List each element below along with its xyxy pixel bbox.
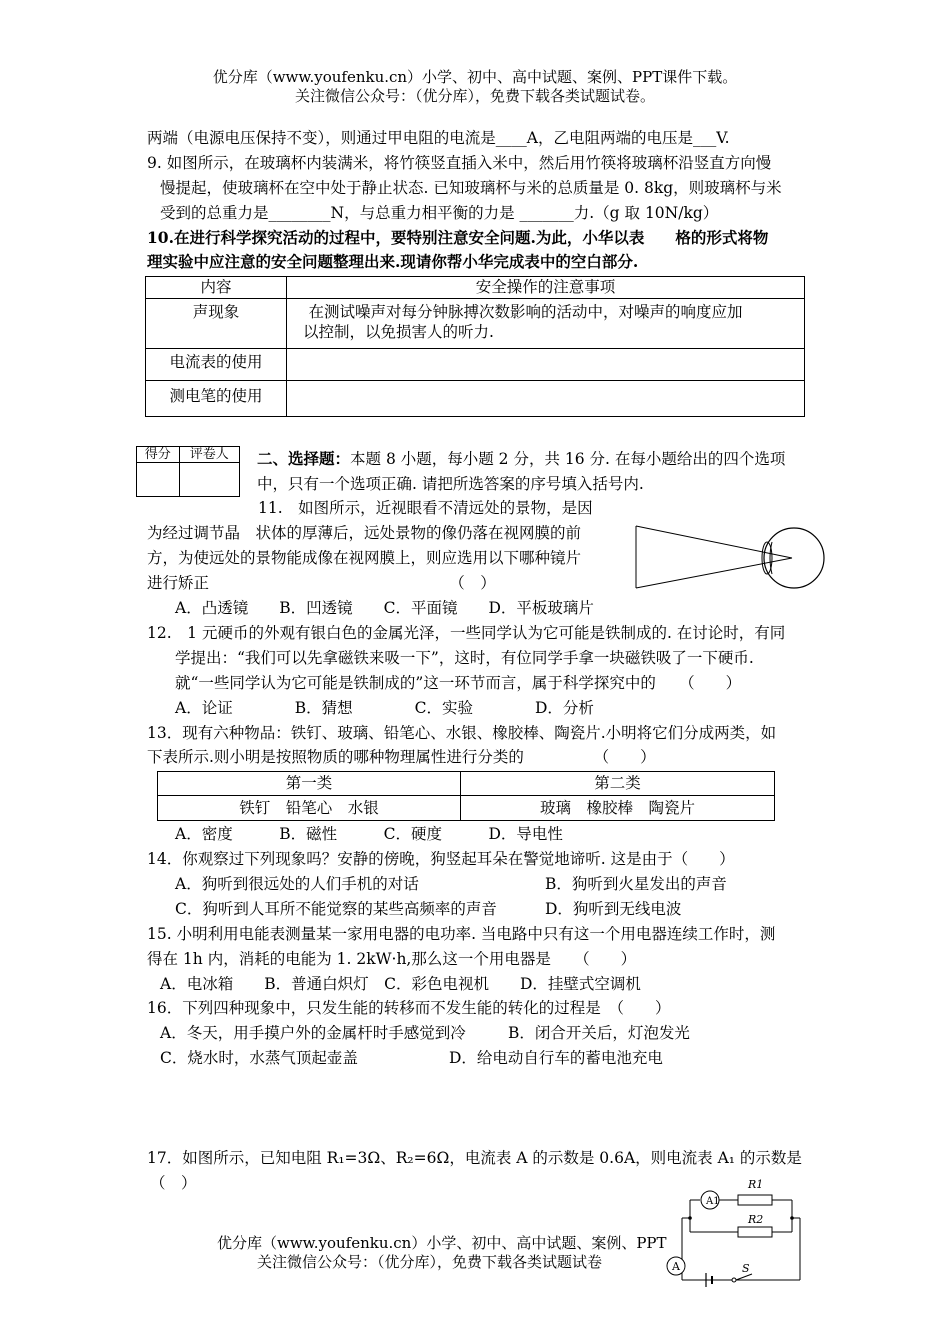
q17-line-1: 17．如图所示，已知电阻 R₁=3Ω、R₂=6Ω，电流表 A 的示数是 0.6A，则电流表 A₁ 的示数是: [147, 1149, 802, 1167]
table-cell-note-blank[interactable]: [287, 349, 805, 381]
table-row: [146, 299, 805, 349]
q12-line-1: 12. 1 元硬币的外观有银白色的金属光泽，一些同学认为它可能是铁制成的. 在讨论时，有同: [147, 624, 786, 642]
q14-line-1: 14．你观察过下列现象吗？安静的傍晚，狗竖起耳朵在警觉地谛听. 这是由于（ ）: [147, 850, 735, 868]
header-line-2: 关注微信公众号：（优分库），免费下载各类试题试卷。: [294, 87, 655, 105]
footer-line-1: 优分库（www.youfenku.cn）小学、初中、高中试题、案例、PPT: [217, 1234, 667, 1252]
table-cell-note: [287, 299, 805, 349]
q11-line-3: 方，为使远处的景物能成像在视网膜上，则应选用以下哪种镜片: [147, 549, 582, 567]
note-line-1: 在测试噪声对每分钟脉搏次数影响的活动中，对噪声的响度应加: [293, 303, 743, 321]
table-cell-topic: 电流表的使用: [146, 349, 287, 381]
class-header-2: 第二类: [461, 772, 775, 796]
q13-options: A．密度 B．磁性 C．硬度 D．导电性: [175, 825, 563, 843]
score-label: 得分: [137, 447, 180, 463]
reviewer-cell[interactable]: [179, 463, 239, 497]
class-header-1: 第一类: [158, 772, 461, 796]
table-cell-topic: 测电笔的使用: [146, 381, 287, 417]
score-box: [136, 446, 240, 497]
q15-line-2: 得在 1h 内，消耗的电能为 1. 2kW·h,那么这一个用电器是 （ ）: [147, 950, 637, 968]
q9-line-1: 9. 如图所示，在玻璃杯内装满米，将竹筷竖直插入米中，然后用竹筷将玻璃杯沿竖直方向慢: [147, 154, 772, 172]
q8-tail: 两端（电源电压保持不变），则通过甲电阻的电流是____A，乙电阻两端的电压是___V.: [147, 129, 730, 147]
q17-line-2: （ ）: [150, 1174, 197, 1192]
q14-option-a: A．狗听到很远处的人们手机的对话: [175, 875, 419, 893]
resistor-r1: [738, 1195, 772, 1205]
note-line-2: 以控制，以免损害人的听力.: [303, 323, 494, 341]
section2-desc: 本题 8 小题，每小题 2 分，共 16 分. 在每小题给出的四个选项: [350, 450, 786, 468]
safety-table: [145, 276, 805, 417]
table-cell-note-blank[interactable]: [287, 381, 805, 417]
resistor-r2: [738, 1227, 772, 1237]
switch-label: S: [742, 1262, 750, 1275]
table-row: [146, 349, 805, 381]
q14-option-d: D．狗听到无线电波: [545, 900, 682, 918]
a1-label: A1: [706, 1196, 720, 1207]
q16-option-d: D．给电动自行车的蓄电池充电: [449, 1049, 663, 1067]
class-items-2: 玻璃 橡胶棒 陶瓷片: [461, 796, 775, 821]
q16-option-a: A．冬天，用手摸户外的金属杆时手感觉到冷: [160, 1024, 466, 1042]
q13-line-1: 13．现有六种物品：铁钉、玻璃、铅笔心、水银、橡胶棒、陶瓷片.小明将它们分成两类，如: [147, 724, 777, 742]
reviewer-label: 评卷人: [179, 447, 239, 463]
table-cell-topic: 声现象: [146, 299, 287, 349]
q15-line-1: 15. 小明利用电能表测量某一家用电器的电功率. 当电路中只有这一个用电器连续工作时，测: [147, 925, 776, 943]
q13-line-2: 下表所示.则小明是按照物质的哪种物理属性进行分类的 （ ）: [147, 748, 656, 766]
q16-option-c: C．烧水时，水蒸气顶起壶盖: [160, 1049, 358, 1067]
q11-options: A．凸透镜 B．凹透镜 C．平面镜 D．平板玻璃片: [175, 599, 594, 617]
section2-line-2: 中，只有一个选项正确. 请把所选答案的序号填入括号内.: [257, 475, 644, 493]
q12-options: A．论证 B．猜想 C．实验 D．分析: [175, 699, 594, 717]
q9-line-3: 受到的总重力是________N，与总重力相平衡的力是 _______力.（g 取 10N/kg）: [160, 204, 719, 222]
table-row: [146, 381, 805, 417]
q10-line-2: 理实验中应注意的安全问题整理出来.现请你帮小华完成表中的空白部分.: [147, 252, 639, 271]
q11-line-1: 11. 如图所示，近视眼看不清远处的景物，是因: [258, 499, 593, 517]
q12-line-2: 学提出：“我们可以先拿磁铁来吸一下”，这时，有位同学手拿一块磁铁吸了一下硬币.: [175, 649, 754, 667]
section2-title: 二、选择题：: [257, 449, 351, 468]
q15-options: A．电冰箱 B．普通白炽灯 C．彩色电视机 D．挂壁式空调机: [160, 975, 641, 993]
q11-line-4: 进行矫正 （ ）: [147, 574, 496, 592]
q12-line-3: 就“一些同学认为它可能是铁制成的”这一环节而言，属于科学探究中的 （ ）: [175, 674, 742, 692]
r1-label: R1: [748, 1178, 764, 1191]
a-label: A: [672, 1260, 680, 1273]
class-items-1: 铁钉 铅笔心 水银: [158, 796, 461, 821]
r2-label: R2: [748, 1213, 764, 1226]
q16-line-1: 16．下列四种现象中，只发生能的转移而不发生能的转化的过程是 （ ）: [147, 999, 671, 1017]
q14-option-c: C．狗听到人耳所不能觉察的某些高频率的声音: [175, 900, 497, 918]
q10-line-1: 10.在进行科学探究活动的过程中，要特别注意安全问题.为此，小华以表 格的形式将物: [147, 228, 769, 247]
q11-line-2: 为经过调节晶 状体的厚薄后，远处景物的像仍落在视网膜的前: [147, 524, 582, 542]
q9-line-2: 慢提起，使玻璃杯在空中处于静止状态. 已知玻璃杯与米的总质量是 0. 8kg，则玻璃杯与米: [160, 179, 782, 197]
table-header-topic: 内容: [146, 277, 287, 299]
q14-option-b: B．狗听到火星发出的声音: [545, 875, 727, 893]
table-header-note: 安全操作的注意事项: [287, 277, 805, 299]
footer-line-2: 关注微信公众号：（优分库），免费下载各类试题试卷: [257, 1253, 603, 1271]
eye-diagram: [630, 512, 830, 592]
table-header-row: [146, 277, 805, 299]
circuit-diagram: [660, 1170, 810, 1290]
classification-table: [157, 771, 775, 821]
score-cell[interactable]: [137, 463, 180, 497]
header-line-1: 优分库（www.youfenku.cn）小学、初中、高中试题、案例、PPT课件下载。: [212, 68, 738, 86]
section2-line-1: [257, 449, 785, 469]
q16-option-b: B．闭合开关后，灯泡发光: [508, 1024, 690, 1042]
